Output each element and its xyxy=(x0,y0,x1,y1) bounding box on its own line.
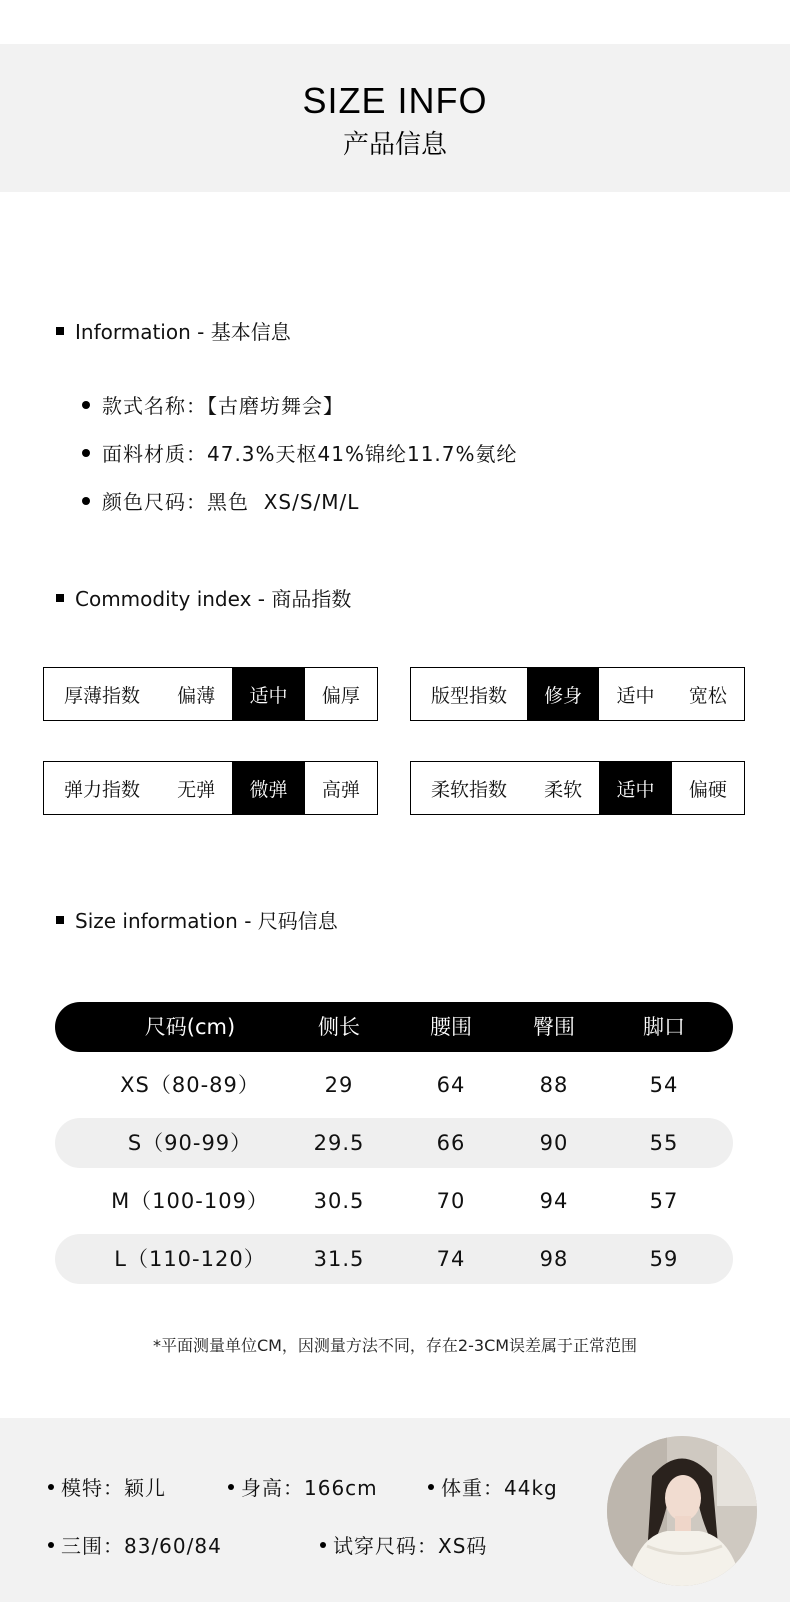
info-item-text: 面料材质：47.3%天枢41%锦纶11.7%氨纶 xyxy=(102,442,518,466)
size-heading-text: Size information - 尺码信息 xyxy=(75,909,338,933)
index-fit xyxy=(410,667,745,721)
table-cell: 55 xyxy=(649,1131,679,1155)
size-heading xyxy=(56,905,338,934)
index-option: 无弹 xyxy=(177,778,216,801)
information-heading xyxy=(56,316,291,345)
table-cell: 29 xyxy=(324,1073,354,1097)
square-bullet-icon xyxy=(56,594,64,602)
commodity-heading xyxy=(56,583,351,612)
index-option-selected: 修身 xyxy=(527,668,599,720)
info-item-fabric xyxy=(82,438,518,467)
avatar xyxy=(607,1436,757,1586)
table-cell: XS（80-89） xyxy=(120,1073,260,1097)
index-label: 柔软指数 xyxy=(430,778,507,801)
table-cell: 31.5 xyxy=(313,1247,365,1271)
table-cell: 74 xyxy=(436,1247,466,1271)
table-cell: L（110-120） xyxy=(114,1247,266,1271)
model-height-text: 身高：166cm xyxy=(241,1476,378,1500)
size-table-header xyxy=(55,1002,733,1052)
table-cell: 29.5 xyxy=(313,1131,365,1155)
index-label: 厚薄指数 xyxy=(63,684,140,707)
dot-bullet-icon xyxy=(320,1542,326,1548)
table-cell: 59 xyxy=(649,1247,679,1271)
table-cell: 98 xyxy=(539,1247,569,1271)
index-option-selected: 适中 xyxy=(232,668,304,720)
index-option-selected: 适中 xyxy=(599,762,671,814)
square-bullet-icon xyxy=(56,916,64,924)
index-option: 适中 xyxy=(616,684,655,707)
index-option: 偏厚 xyxy=(321,684,360,707)
info-item-text: 颜色尺码：黑色 XS/S/M/L xyxy=(102,490,360,514)
index-elasticity xyxy=(43,761,378,815)
index-option: 偏薄 xyxy=(177,684,216,707)
model-try-size-text: 试穿尺码：XS码 xyxy=(333,1534,488,1558)
index-option-selected: 微弹 xyxy=(232,762,304,814)
index-option: 偏硬 xyxy=(688,778,727,801)
info-item-style-name xyxy=(82,390,344,419)
index-label: 弹力指数 xyxy=(63,778,140,801)
commodity-heading-text: Commodity index - 商品指数 xyxy=(75,587,352,611)
table-cell: 30.5 xyxy=(313,1189,365,1213)
index-label: 版型指数 xyxy=(430,684,507,707)
model-measurements-text: 三围：83/60/84 xyxy=(61,1534,222,1558)
table-cell: 94 xyxy=(539,1189,569,1213)
square-bullet-icon xyxy=(56,327,64,335)
info-item-color-size xyxy=(82,486,359,515)
table-cell: M（100-109） xyxy=(111,1189,269,1213)
index-softness xyxy=(410,761,745,815)
info-item-text: 款式名称：【古磨坊舞会】 xyxy=(102,394,344,418)
table-cell: 66 xyxy=(436,1131,466,1155)
dot-bullet-icon xyxy=(428,1484,434,1490)
page-subtitle: 产品信息 xyxy=(342,130,447,160)
column-header-hem: 脚口 xyxy=(643,1015,685,1039)
column-header-waist: 腰围 xyxy=(430,1015,472,1039)
table-cell: 57 xyxy=(649,1189,679,1213)
column-header-size: 尺码(cm) xyxy=(144,1015,236,1039)
page-title: SIZE INFO xyxy=(302,80,488,121)
model-name xyxy=(48,1472,166,1501)
dot-bullet-icon xyxy=(82,497,90,505)
measurement-note: *平面测量单位CM，因测量方法不同，存在2-3CM误差属于正常范围 xyxy=(152,1336,638,1355)
model-weight-text: 体重：44kg xyxy=(441,1476,558,1500)
dot-bullet-icon xyxy=(228,1484,234,1490)
dot-bullet-icon xyxy=(48,1484,54,1490)
column-header-side-length: 侧长 xyxy=(318,1015,360,1039)
index-thickness xyxy=(43,667,378,721)
index-option: 高弹 xyxy=(321,778,360,801)
table-cell: 64 xyxy=(436,1073,466,1097)
table-cell: 90 xyxy=(539,1131,569,1155)
model-name-text: 模特：颖儿 xyxy=(61,1476,166,1500)
table-cell: 70 xyxy=(436,1189,466,1213)
dot-bullet-icon xyxy=(48,1542,54,1548)
model-weight xyxy=(428,1472,558,1501)
index-option: 柔软 xyxy=(544,778,583,801)
index-option: 宽松 xyxy=(688,684,727,707)
information-heading-text: Information - 基本信息 xyxy=(75,320,291,344)
model-try-size xyxy=(320,1530,487,1559)
dot-bullet-icon xyxy=(82,401,90,409)
table-cell: S（90-99） xyxy=(127,1131,253,1155)
dot-bullet-icon xyxy=(82,449,90,457)
column-header-hip: 臀围 xyxy=(533,1015,575,1039)
model-height xyxy=(228,1472,378,1501)
model-measurements xyxy=(48,1530,222,1559)
table-cell: 54 xyxy=(649,1073,679,1097)
table-cell: 88 xyxy=(539,1073,569,1097)
model-portrait-image xyxy=(607,1436,757,1586)
